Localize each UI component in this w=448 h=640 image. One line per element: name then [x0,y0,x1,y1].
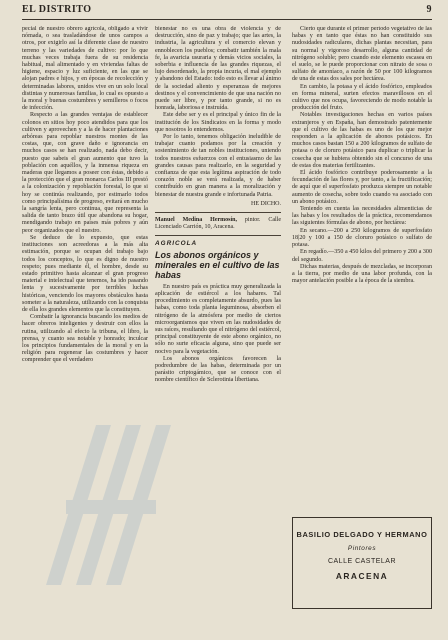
advert-street: CALLE CASTELAR [327,558,397,565]
paragraph: Este debe ser y es el principal y único fin de la institución de los Sindicatos en la forma y modo que nosotros lo entendemos. [155,112,281,133]
paragraph: Los abonos orgánicos favorecen la podredumbre de las habas, determinada por un parásito criptogámico, que se conoce con el nombre científico de Sclerotinia libertiana. [155,355,281,384]
newspaper-title: EL DISTRITO [22,4,92,15]
header-rule [22,19,432,20]
paragraph: Combatir la ignorancia buscando los medios de hacer obreros inteligentes y destruir con ellos la rutina, utilizando al efecto la tribuna, el libro, la prensa, y cuanto sea notable y honrado; inculcar los principios fundamentales de la moral y en la religión para regenerar las costumbres y hacer comprender que el verdadero [22,314,148,364]
paragraph: Se deduce de lo expuesto, que estas instituciones son acreedoras a la más alta estimación, porque se ocupan del trabajo bajo todos los conceptos, lo que es digno de nuestro respeto; pues mediante él, el hombre, desde su estado primitivo hasta alcanzar el gran progreso material e intelectual que tenemos, ha ido pasando lenta y sucesivamente por terribles luchas históricas, venciendo los mayores obstáculos hasta someter a la naturaleza, utilizando con la conquista de ella los grandes elementos que la constituyen. [22,234,148,313]
column-2 [155,26,281,630]
paragraph: En secano.—200 a 250 kilogramos de superfosfato 18|20 y 100 a 150 de cloruro potásico o sulfato de potasa. [292,227,432,249]
paragraph: En cambio, la potasa y el ácido fosfórico, empleados en forma mineral, surten efectos maravillosos en el cultivo que nos ocupa, favoreciendo de modo notable la producción del fruto. [292,83,432,112]
section-label: AGRICOLA [155,240,198,248]
column-separator [155,235,281,236]
paragraph: Cierto que durante el primer período vegetativo de las habas y en tanto que éstas no han constituido sus nudosidades radiculares, dichas plantas necesitan, para su normal y vigoroso desarrollo, alguna cantidad de nitrógeno soluble; pero cuando este elemento escasea en el suelo, se le puede proporcionar con nitrato de sosa o sulfato de amoníaco, a razón de 50 por 100 kilogramos de una de estas dos sales por hectárea. [292,26,432,83]
author-byline [155,217,281,231]
paragraph: pecial de nuestro obrero agrícola, obligado a vivir nómada, o sea trasladándose de unos campos a otros, por exigirlo así la diferente clase de nuestro terreno y las variedades de cultivo: por lo que muchas veces trabaja fuera de su residencia habitual, mal alimentado y en viviendas faltas de higiene, espacio y luz suficiente, en las que se alojan padres e hijos, y en épocas de recolección y determinadas labores, unidos vive en un solo local distintas y numerosas familias, lo cual es opuesto a la moral y buenas costumbres y semilleros o focos de infección. [22,26,148,112]
paragraph: Notables investigaciones hechas en varios países extranjeros y en España, han demostrado patentemente que el cultivo de las habas es uno de los que mejor responden a la aplicación de abonos potásicos. En muchos casos bastan 150 a 200 kilogramos de sulfato de potasa o de cloruro potásico para duplicar o triplicar la cosecha que se hubiera obtenido sin el concurso de una de estas dos materias fertilizantes. [292,112,432,169]
author-name: Manuel Medina Hermosín, [155,217,237,224]
advert-trade: Pintores [347,545,377,552]
paragraph: En regadío.—350 a 450 kilos del primero y 200 a 300 del segundo. [292,249,432,263]
advert-town: ARACENA [335,571,389,581]
page-header [22,4,432,18]
advertisement-box [292,517,432,609]
column-1 [22,26,148,630]
advert-business-name: BASILIO DELGADO Y HERMANO [296,530,428,539]
page-number: 9 [426,4,432,15]
column-separator [155,212,281,213]
paragraph: Respecto a las grandes ventajas de establecer colonos en sitios hoy poco atendidos para que los cultiven y aprovechen y a la de hacer plantaciones arbóreas para repoblar nuestros montes de las costas, que, con grave daño e ignorancia en muchos casos se han realizado, nada debo decir, puesto que sabeis el gran aumento que tuvo la población con aquéllos, y la inmensa riqueza en maderas que llegamos a poseer con éstas, debido a la protección que el gran monarca Carlos III prestó a la colonización y repoblación forestal, lo que si hoy se continúa realizando, por estimarlo todos como principalísima de progreso, evitará en mucho la sangría lenta, pero continua, que representa la salida de tanto brazo útil que abandona su hogar, mendigando trabajo en países más pobres y aún peor organizados que el nuestro. [22,112,148,234]
paragraph: Por lo tanto, tenemos obligación ineludible de trabajar cuanto podamos por la creación y sostenimiento de tan nobles instituciones, uniendo todos nuestros esfuerzos con el entusiasmo de las grandes causas para realizarlo, en la seguridad y confianza de que esta legítima aspiración de todo corazón noble se verá realizada, y de haber contribuído en gran manera a la moralización y bienestar de nuestra grande e infortunada Patria. [155,134,281,198]
column-3 [292,26,432,514]
paragraph: Teniendo en cuenta las necesidades alimenticias de las habas y los resultados de la práctica, recomendamos las siguientes fórmulas de abono, por hectárea: [292,206,432,227]
paragraph: En nuestro país es práctica muy generalizada la aplicación de estiércol a los habares. Tal procedimiento es completamente absurdo, pues las habas, como toda planta leguminosa, absorben el nitrógeno de la atmósfera por medio de ciertos microorganismos que viven en las nudosidades de sus raíces, resultando que el nitrógeno del estiércol, principal constituyente de este abono orgánico, no sólo no surte eficacia alguna, sino que puede ser nocivo para la vegetación. [155,283,281,355]
article-title: Los abonos orgánicos y minerales en el cultivo de las habas [155,249,280,280]
paragraph: El ácido fosfórico contribuye poderosamente a la fecundación de las flores y, por tanto, a la fructificación; de aquí que el superfosfato produzca siempre un notable aumento de cosecha, sobre todo cuando va asociado con un abono potásico. [292,170,432,205]
paragraph: bienestar no es una obra de violencia y de destrucción, sino de paz y trabajo; que las artes, la industria, la agricultura y el comercio elevan y ennoblecen los pueblos; combatir también la mala fe, la avaricia usuraria y demás vicios sociales, la soberbia e influencia de las grandes riquezas, el lujo desordenado, la propia incuria, el mal ejemplo y abandono del Estado: todo esto es llevar al ánimo de la sociedad aliento y esperanzas de mejores destinos y el convencimiento de que una nación no puede ser libre, y por tanto grande, si no es honrada, laboriosa e instruída. [155,26,281,112]
paragraph: Dichas materias, después de mezcladas, se incorporan a la tierra, por medio de una labor profunda, con la mayor antelación posible a la época de la siembra. [292,263,432,285]
speech-signoff: HE DICHO. [251,200,281,207]
author-details: pintor. Calle Licenciado Carrión, 10, Aracena. [155,217,281,231]
